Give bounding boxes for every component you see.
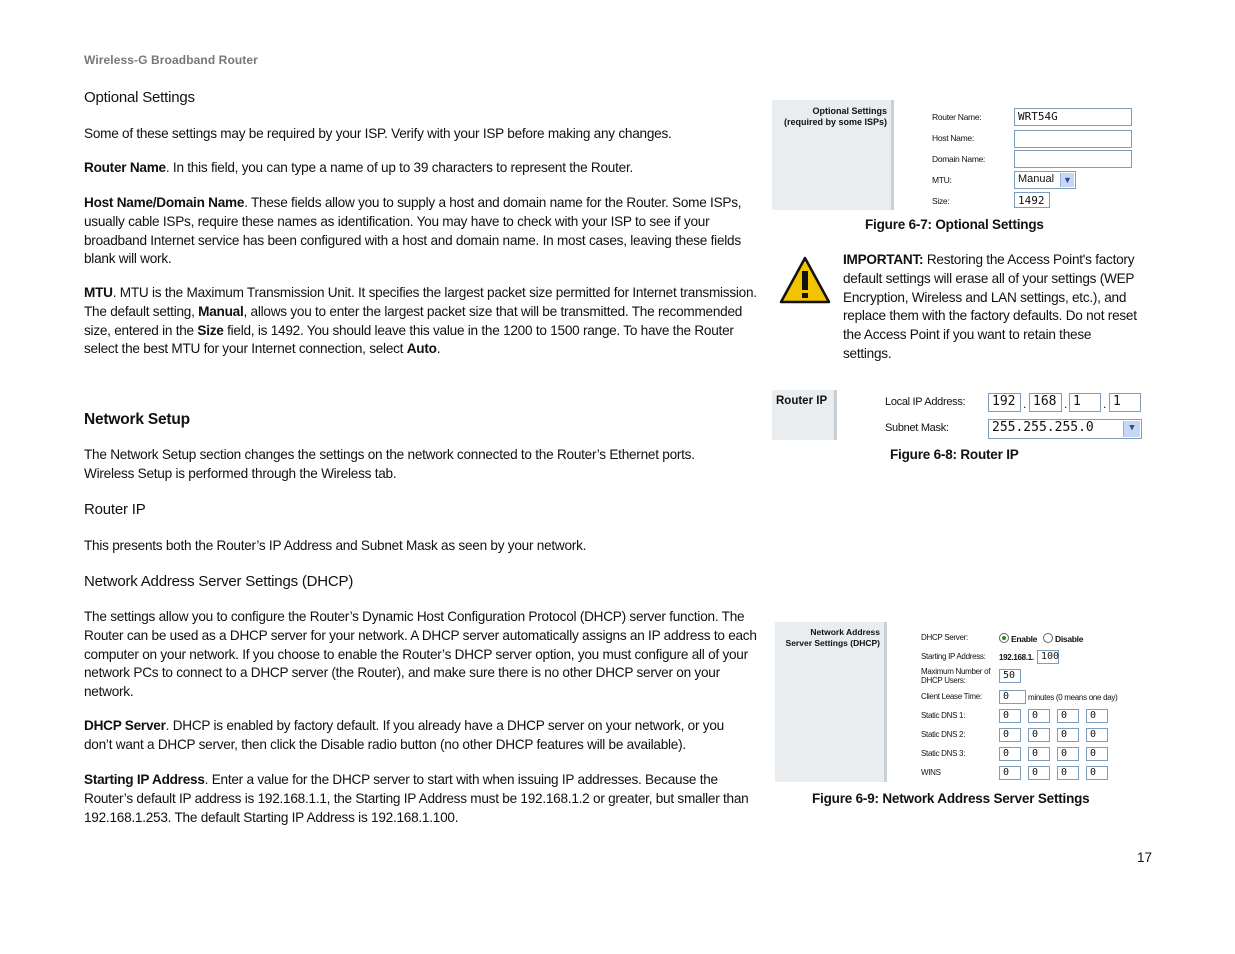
enable-radio[interactable] [999, 633, 1009, 643]
mtu-text-3: field, is 1492. You should leave this value in the 1200 to 1500 range. To have the Router select the best MTU for your Internet connection, select [84, 322, 734, 357]
lease-time-hint: minutes (0 means one day) [1028, 693, 1118, 702]
dns1-label: Static DNS 1: [921, 711, 966, 720]
wins-label: WINS [921, 768, 941, 777]
router-ip-heading: Router IP [84, 501, 146, 518]
dhcp-server-paragraph [84, 717, 754, 755]
domain-name-input[interactable] [1014, 150, 1132, 168]
dhcp-server-term: DHCP Server [84, 718, 166, 733]
ip-octet-2[interactable]: 168 [1029, 393, 1062, 412]
panel-label: Optional Settings [812, 106, 887, 116]
figure-router-ip: Router IP Local IP Address: 192 . 168 . 1 . 1 Subnet Mask: 255.255.255.0 ▼ [772, 390, 1144, 442]
mtu-text-1: . MTU is the Maximum Transmission Unit. It specifies the largest packet size permitted for Internet transmission. The default setting, [84, 285, 757, 319]
router-name-paragraph [84, 159, 764, 178]
mtu-text-2: , allows you to enter the largest packet size that will be transmitted. The recommended size, entered in the [84, 303, 743, 338]
host-name-paragraph [84, 194, 762, 269]
optional-intro: Some of these settings may be required by your ISP. Verify with your ISP before making any changes. [84, 126, 672, 141]
mtu-label: MTU: [932, 175, 952, 185]
ip-octet-4[interactable]: 1 [1109, 393, 1141, 412]
disable-radio[interactable] [1043, 633, 1053, 643]
panel-label-sub: Server Settings (DHCP) [785, 637, 880, 648]
dns2-octet-3[interactable]: 0 [1057, 728, 1079, 742]
router-name-term: Router Name [84, 160, 166, 175]
max-users-input[interactable]: 50 [999, 669, 1021, 683]
start-ip-paragraph [84, 771, 754, 827]
figure-6-8-caption: Figure 6-8: Router IP [890, 447, 1019, 462]
disable-label: Disable [1055, 634, 1084, 644]
ip-octet-3[interactable]: 1 [1069, 393, 1101, 412]
dns1-octet-2[interactable]: 0 [1028, 709, 1050, 723]
running-header: Wireless-G Broadband Router [84, 53, 258, 67]
mtu-paragraph [84, 284, 764, 359]
figure-6-7-caption: Figure 6-7: Optional Settings [865, 217, 1044, 232]
panel-label-sub: (required by some ISPs) [783, 117, 887, 127]
page-number: 17 [1137, 850, 1153, 865]
host-text: . These fields allow you to supply a host and domain name for the Router. Some ISPs, usually cable ISPs, require these names as identification. You may have to check with your ISP to see if your broadband Internet service has been configured with a host and domain name. In most cases, leaving these fields blank will work. [84, 195, 742, 267]
wins-octet-4[interactable]: 0 [1086, 766, 1108, 780]
dns3-octet-1[interactable]: 0 [999, 747, 1021, 761]
start-ip-prefix: 192.168.1. [999, 653, 1034, 662]
important-label: IMPORTANT: [843, 252, 924, 267]
dhcp-enable-option[interactable] [999, 632, 1037, 644]
ip-octet-1[interactable]: 192 [988, 393, 1021, 412]
subnet-mask-label: Subnet Mask: [885, 422, 949, 434]
figure-panel [772, 100, 894, 210]
dns3-label: Static DNS 3: [921, 749, 966, 758]
lease-time-input[interactable]: 0 [999, 690, 1026, 704]
local-ip-label: Local IP Address: [885, 396, 966, 408]
enable-label: Enable [1011, 634, 1038, 644]
max-users-label: Maximum Number of DHCP Users: [921, 667, 991, 685]
router-name-text: . In this field, you can type a name of up to 39 characters to represent the Router. [165, 160, 634, 175]
dns2-label: Static DNS 2: [921, 730, 966, 739]
host-name-label: Host Name: [932, 133, 974, 143]
important-note [843, 251, 1143, 364]
dns2-octet-1[interactable]: 0 [999, 728, 1021, 742]
dhcp-heading: Network Address Server Settings (DHCP) [84, 573, 354, 590]
start-ip-text: . Enter a value for the DHCP server to start with when issuing IP addresses. Because the Router’s default IP address is 192.168.1.1, the Starting IP Address must be 192.168.1.2 or greater, but smaller than 192.168.1.253. The default Starting IP Address is 192.168.1.100. [84, 772, 749, 825]
router-name-input[interactable]: WRT54G [1014, 108, 1132, 126]
chevron-down-icon[interactable]: ▼ [1060, 173, 1074, 187]
important-text: Restoring the Access Point's factory default settings will erase all of your settings (WEP Encryption, Wireless and LAN settings, etc.), and replace them with the factory defaults. Do not reset the Access Point if you want to retain these settings. [843, 252, 1137, 361]
host-term: Host Name/Domain Name [84, 195, 245, 210]
optional-settings-heading: Optional Settings [84, 89, 195, 106]
figure-optional-settings [772, 100, 1142, 212]
figure-dhcp-settings [775, 622, 1145, 784]
dhcp-paragraph: The settings allow you to configure the Router’s Dynamic Host Configuration Protocol (DHCP) server function. The Router can be used as a DHCP server for your network. A DHCP server automatically assigns an IP address to each computer on your network. If you choose to enable the Router’s DHCP server option, you must configure all of your network PCs to connect to a DHCP server (the Router), and make sure there is no other DHCP server on your network. [84, 609, 757, 700]
wins-octet-2[interactable]: 0 [1028, 766, 1050, 780]
domain-name-label: Domain Name: [932, 154, 986, 164]
network-intro: The Network Setup section changes the settings on the network connected to the Router’s Ethernet ports. Wireless Setup is performed through the Wireless tab. [84, 447, 695, 481]
figure-panel [772, 390, 837, 440]
panel-label: Network Address [810, 627, 880, 637]
chevron-down-icon[interactable]: ▼ [1123, 421, 1140, 437]
figure-panel [775, 622, 887, 782]
wins-octet-1[interactable]: 0 [999, 766, 1021, 780]
warning-triangle-icon [779, 256, 831, 304]
dhcp-server-label: DHCP Server: [921, 633, 968, 642]
dns3-octet-2[interactable]: 0 [1028, 747, 1050, 761]
start-ip-term: Starting IP Address [84, 772, 205, 787]
mtu-select[interactable] [1014, 171, 1076, 189]
size-input[interactable]: 1492 [1014, 192, 1050, 208]
subnet-mask-value: 255.255.255.0 [992, 420, 1094, 435]
mtu-select-value: Manual [1018, 173, 1055, 185]
start-ip-input[interactable]: 100 [1037, 650, 1059, 664]
subnet-mask-select[interactable] [988, 419, 1142, 439]
mtu-manual-term: Manual [198, 303, 244, 319]
wins-octet-3[interactable]: 0 [1057, 766, 1079, 780]
dhcp-disable-option[interactable] [1043, 632, 1083, 644]
start-ip-label: Starting IP Address: [921, 652, 986, 661]
dns1-octet-1[interactable]: 0 [999, 709, 1021, 723]
router-ip-text: This presents both the Router’s IP Address and Subnet Mask as seen by your network. [84, 538, 587, 553]
router-name-label: Router Name: [932, 112, 982, 122]
mtu-auto-term: Auto [406, 341, 437, 357]
dns1-octet-4[interactable]: 0 [1086, 709, 1108, 723]
mtu-term: MTU [84, 285, 113, 300]
figure-6-9-caption: Figure 6-9: Network Address Server Settings [812, 791, 1090, 806]
dns2-octet-4[interactable]: 0 [1086, 728, 1108, 742]
dns1-octet-3[interactable]: 0 [1057, 709, 1079, 723]
dns2-octet-2[interactable]: 0 [1028, 728, 1050, 742]
panel-label: Router IP [776, 395, 828, 407]
lease-time-label: Client Lease Time: [921, 692, 982, 701]
size-label: Size: [932, 196, 950, 206]
mtu-size-term: Size [197, 322, 224, 338]
dns3-octet-3[interactable]: 0 [1057, 747, 1079, 761]
network-setup-heading: Network Setup [84, 411, 190, 428]
dns3-octet-4[interactable]: 0 [1086, 747, 1108, 761]
mtu-end: . [436, 341, 441, 357]
dhcp-server-text: . DHCP is enabled by factory default. If you already have a DHCP server on your network, or you don’t want a DHCP server, then click the Disable radio button (no other DHCP features will be available). [84, 718, 724, 752]
host-name-input[interactable] [1014, 130, 1132, 148]
